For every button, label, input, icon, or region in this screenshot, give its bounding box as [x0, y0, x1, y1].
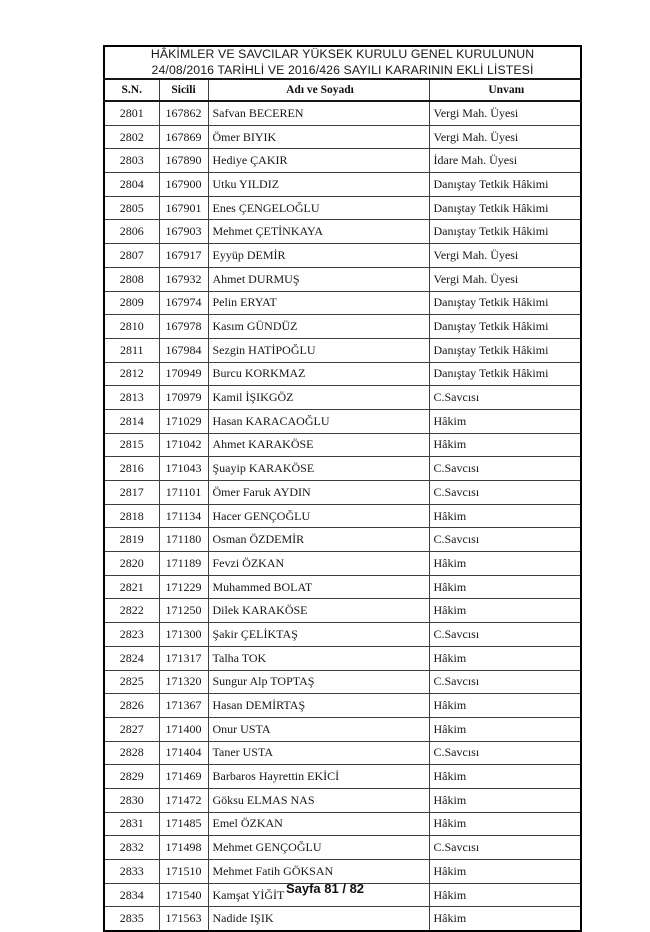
table-row — [104, 196, 581, 220]
title-cell: Danıştay Tetkik Hâkimi — [429, 362, 581, 386]
registry-number-cell: 167901 — [159, 196, 208, 220]
header-title: Unvanı — [429, 79, 581, 101]
name-cell: Hacer GENÇOĞLU — [208, 504, 429, 528]
registry-number-cell: 167932 — [159, 267, 208, 291]
serial-number-cell: 2811 — [104, 338, 159, 362]
decision-list-table — [103, 45, 582, 932]
table-row — [104, 765, 581, 789]
name-cell: Kamşat YİĞİT — [208, 883, 429, 907]
header-serial-number: S.N. — [104, 79, 159, 101]
serial-number-cell: 2804 — [104, 173, 159, 197]
serial-number-cell: 2802 — [104, 125, 159, 149]
table-row — [104, 244, 581, 268]
registry-number-cell: 171320 — [159, 670, 208, 694]
registry-number-cell: 171367 — [159, 694, 208, 718]
table-title-row — [104, 46, 581, 79]
registry-number-cell: 171042 — [159, 433, 208, 457]
title-cell: C.Savcısı — [429, 528, 581, 552]
name-cell: Emel ÖZKAN — [208, 812, 429, 836]
serial-number-cell: 2831 — [104, 812, 159, 836]
name-cell: Hasan DEMİRTAŞ — [208, 694, 429, 718]
table-row — [104, 149, 581, 173]
title-cell: Hâkim — [429, 788, 581, 812]
name-cell: Sezgin HATİPOĞLU — [208, 338, 429, 362]
title-cell: Hâkim — [429, 646, 581, 670]
table-row — [104, 267, 581, 291]
title-cell: Hâkim — [429, 883, 581, 907]
name-cell: Ömer BIYIK — [208, 125, 429, 149]
title-cell: Danıştay Tetkik Hâkimi — [429, 338, 581, 362]
registry-number-cell: 170979 — [159, 386, 208, 410]
serial-number-cell: 2821 — [104, 575, 159, 599]
table-row — [104, 812, 581, 836]
table-row — [104, 504, 581, 528]
name-cell: Utku YILDIZ — [208, 173, 429, 197]
title-cell: Danıştay Tetkik Hâkimi — [429, 315, 581, 339]
registry-number-cell: 171134 — [159, 504, 208, 528]
title-cell: Danıştay Tetkik Hâkimi — [429, 196, 581, 220]
name-cell: Mehmet GENÇOĞLU — [208, 836, 429, 860]
registry-number-cell: 171300 — [159, 623, 208, 647]
table-row — [104, 315, 581, 339]
serial-number-cell: 2828 — [104, 741, 159, 765]
name-cell: Talha TOK — [208, 646, 429, 670]
table-row — [104, 717, 581, 741]
registry-number-cell: 167900 — [159, 173, 208, 197]
registry-number-cell: 167903 — [159, 220, 208, 244]
table-row — [104, 433, 581, 457]
registry-number-cell: 171101 — [159, 481, 208, 505]
registry-number-cell: 171404 — [159, 741, 208, 765]
document-title-line1: HÂKİMLER VE SAVCILAR YÜKSEK KURULU GENEL KURULUNUN — [150, 47, 535, 61]
table-row — [104, 386, 581, 410]
registry-number-cell: 167984 — [159, 338, 208, 362]
serial-number-cell: 2812 — [104, 362, 159, 386]
registry-number-cell: 171317 — [159, 646, 208, 670]
title-cell: Hâkim — [429, 409, 581, 433]
title-cell: C.Savcısı — [429, 670, 581, 694]
registry-number-cell: 167869 — [159, 125, 208, 149]
table-row — [104, 670, 581, 694]
table-row — [104, 481, 581, 505]
serial-number-cell: 2801 — [104, 101, 159, 125]
name-cell: Muhammed BOLAT — [208, 575, 429, 599]
name-cell: Safvan BECEREN — [208, 101, 429, 125]
registry-number-cell: 170949 — [159, 362, 208, 386]
name-cell: Burcu KORKMAZ — [208, 362, 429, 386]
title-cell: Vergi Mah. Üyesi — [429, 244, 581, 268]
header-full-name: Adı ve Soyadı — [208, 79, 429, 101]
name-cell: Hediye ÇAKIR — [208, 149, 429, 173]
table-row — [104, 694, 581, 718]
title-cell: C.Savcısı — [429, 741, 581, 765]
name-cell: Ömer Faruk AYDIN — [208, 481, 429, 505]
serial-number-cell: 2834 — [104, 883, 159, 907]
table-row — [104, 599, 581, 623]
serial-number-cell: 2819 — [104, 528, 159, 552]
name-cell: Hasan KARACAOĞLU — [208, 409, 429, 433]
name-cell: Fevzi ÖZKAN — [208, 552, 429, 576]
title-cell: Vergi Mah. Üyesi — [429, 101, 581, 125]
title-cell: Danıştay Tetkik Hâkimi — [429, 173, 581, 197]
name-cell: Onur USTA — [208, 717, 429, 741]
table-row — [104, 646, 581, 670]
title-cell: Hâkim — [429, 504, 581, 528]
serial-number-cell: 2820 — [104, 552, 159, 576]
table-row — [104, 552, 581, 576]
table-row — [104, 741, 581, 765]
serial-number-cell: 2825 — [104, 670, 159, 694]
registry-number-cell: 171250 — [159, 599, 208, 623]
serial-number-cell: 2835 — [104, 907, 159, 931]
name-cell: Kasım GÜNDÜZ — [208, 315, 429, 339]
table-row — [104, 528, 581, 552]
serial-number-cell: 2806 — [104, 220, 159, 244]
table-row — [104, 291, 581, 315]
name-cell: Göksu ELMAS NAS — [208, 788, 429, 812]
title-cell: Hâkim — [429, 433, 581, 457]
name-cell: Barbaros Hayrettin EKİCİ — [208, 765, 429, 789]
registry-number-cell: 167917 — [159, 244, 208, 268]
name-cell: Osman ÖZDEMİR — [208, 528, 429, 552]
title-cell: Hâkim — [429, 812, 581, 836]
serial-number-cell: 2805 — [104, 196, 159, 220]
title-cell: Hâkim — [429, 694, 581, 718]
name-cell: Dilek KARAKÖSE — [208, 599, 429, 623]
title-cell: İdare Mah. Üyesi — [429, 149, 581, 173]
registry-number-cell: 167890 — [159, 149, 208, 173]
table-row — [104, 362, 581, 386]
title-cell: Danıştay Tetkik Hâkimi — [429, 291, 581, 315]
table-row — [104, 101, 581, 125]
serial-number-cell: 2822 — [104, 599, 159, 623]
serial-number-cell: 2803 — [104, 149, 159, 173]
serial-number-cell: 2810 — [104, 315, 159, 339]
title-cell: Hâkim — [429, 907, 581, 931]
name-cell: Şuayip KARAKÖSE — [208, 457, 429, 481]
table-row — [104, 338, 581, 362]
registry-number-cell: 171029 — [159, 409, 208, 433]
registry-number-cell: 167974 — [159, 291, 208, 315]
registry-number-cell: 171472 — [159, 788, 208, 812]
title-cell: C.Savcısı — [429, 623, 581, 647]
registry-number-cell: 171510 — [159, 860, 208, 884]
title-cell: Hâkim — [429, 575, 581, 599]
serial-number-cell: 2823 — [104, 623, 159, 647]
serial-number-cell: 2826 — [104, 694, 159, 718]
serial-number-cell: 2818 — [104, 504, 159, 528]
name-cell: Mehmet Fatih GÖKSAN — [208, 860, 429, 884]
registry-number-cell: 171485 — [159, 812, 208, 836]
registry-number-cell: 171469 — [159, 765, 208, 789]
serial-number-cell: 2830 — [104, 788, 159, 812]
document-title — [104, 46, 581, 79]
serial-number-cell: 2833 — [104, 860, 159, 884]
page-number-footer: Sayfa 81 / 82 — [285, 881, 365, 896]
name-cell: Ahmet DURMUŞ — [208, 267, 429, 291]
table-header-row — [104, 79, 581, 101]
serial-number-cell: 2807 — [104, 244, 159, 268]
title-cell: Hâkim — [429, 717, 581, 741]
title-cell: Vergi Mah. Üyesi — [429, 267, 581, 291]
name-cell: Enes ÇENGELOĞLU — [208, 196, 429, 220]
table-row — [104, 788, 581, 812]
serial-number-cell: 2813 — [104, 386, 159, 410]
serial-number-cell: 2808 — [104, 267, 159, 291]
name-cell: Kamil İŞIKGÖZ — [208, 386, 429, 410]
registry-number-cell: 167978 — [159, 315, 208, 339]
name-cell: Ahmet KARAKÖSE — [208, 433, 429, 457]
title-cell: Danıştay Tetkik Hâkimi — [429, 220, 581, 244]
registry-number-cell: 167862 — [159, 101, 208, 125]
serial-number-cell: 2832 — [104, 836, 159, 860]
title-cell: C.Savcısı — [429, 457, 581, 481]
name-cell: Sungur Alp TOPTAŞ — [208, 670, 429, 694]
registry-number-cell: 171180 — [159, 528, 208, 552]
title-cell: Vergi Mah. Üyesi — [429, 125, 581, 149]
title-cell: C.Savcısı — [429, 836, 581, 860]
header-registry-number: Sicili — [159, 79, 208, 101]
serial-number-cell: 2809 — [104, 291, 159, 315]
registry-number-cell: 171563 — [159, 907, 208, 931]
title-cell: C.Savcısı — [429, 386, 581, 410]
registry-number-cell: 171229 — [159, 575, 208, 599]
serial-number-cell: 2814 — [104, 409, 159, 433]
table-row — [104, 125, 581, 149]
name-cell: Mehmet ÇETİNKAYA — [208, 220, 429, 244]
serial-number-cell: 2829 — [104, 765, 159, 789]
table-body — [104, 101, 581, 931]
table-row — [104, 220, 581, 244]
table-row — [104, 575, 581, 599]
table-row — [104, 860, 581, 884]
name-cell: Pelin ERYAT — [208, 291, 429, 315]
document-title-line2: 24/08/2016 TARİHLİ VE 2016/426 SAYILI KARARININ EKLİ LİSTESİ — [151, 62, 534, 77]
serial-number-cell: 2824 — [104, 646, 159, 670]
table-row — [104, 457, 581, 481]
table-row — [104, 836, 581, 860]
registry-number-cell: 171189 — [159, 552, 208, 576]
title-cell: Hâkim — [429, 599, 581, 623]
table-row — [104, 409, 581, 433]
title-cell: Hâkim — [429, 552, 581, 576]
name-cell: Taner USTA — [208, 741, 429, 765]
serial-number-cell: 2827 — [104, 717, 159, 741]
name-cell: Şakir ÇELİKTAŞ — [208, 623, 429, 647]
table-row — [104, 623, 581, 647]
registry-number-cell: 171540 — [159, 883, 208, 907]
serial-number-cell: 2817 — [104, 481, 159, 505]
title-cell: Hâkim — [429, 860, 581, 884]
table-row — [104, 907, 581, 931]
name-cell: Eyyüp DEMİR — [208, 244, 429, 268]
serial-number-cell: 2816 — [104, 457, 159, 481]
name-cell: Nadide IŞIK — [208, 907, 429, 931]
title-cell: Hâkim — [429, 765, 581, 789]
registry-number-cell: 171043 — [159, 457, 208, 481]
serial-number-cell: 2815 — [104, 433, 159, 457]
registry-number-cell: 171498 — [159, 836, 208, 860]
registry-number-cell: 171400 — [159, 717, 208, 741]
title-cell: C.Savcısı — [429, 481, 581, 505]
table-row — [104, 173, 581, 197]
